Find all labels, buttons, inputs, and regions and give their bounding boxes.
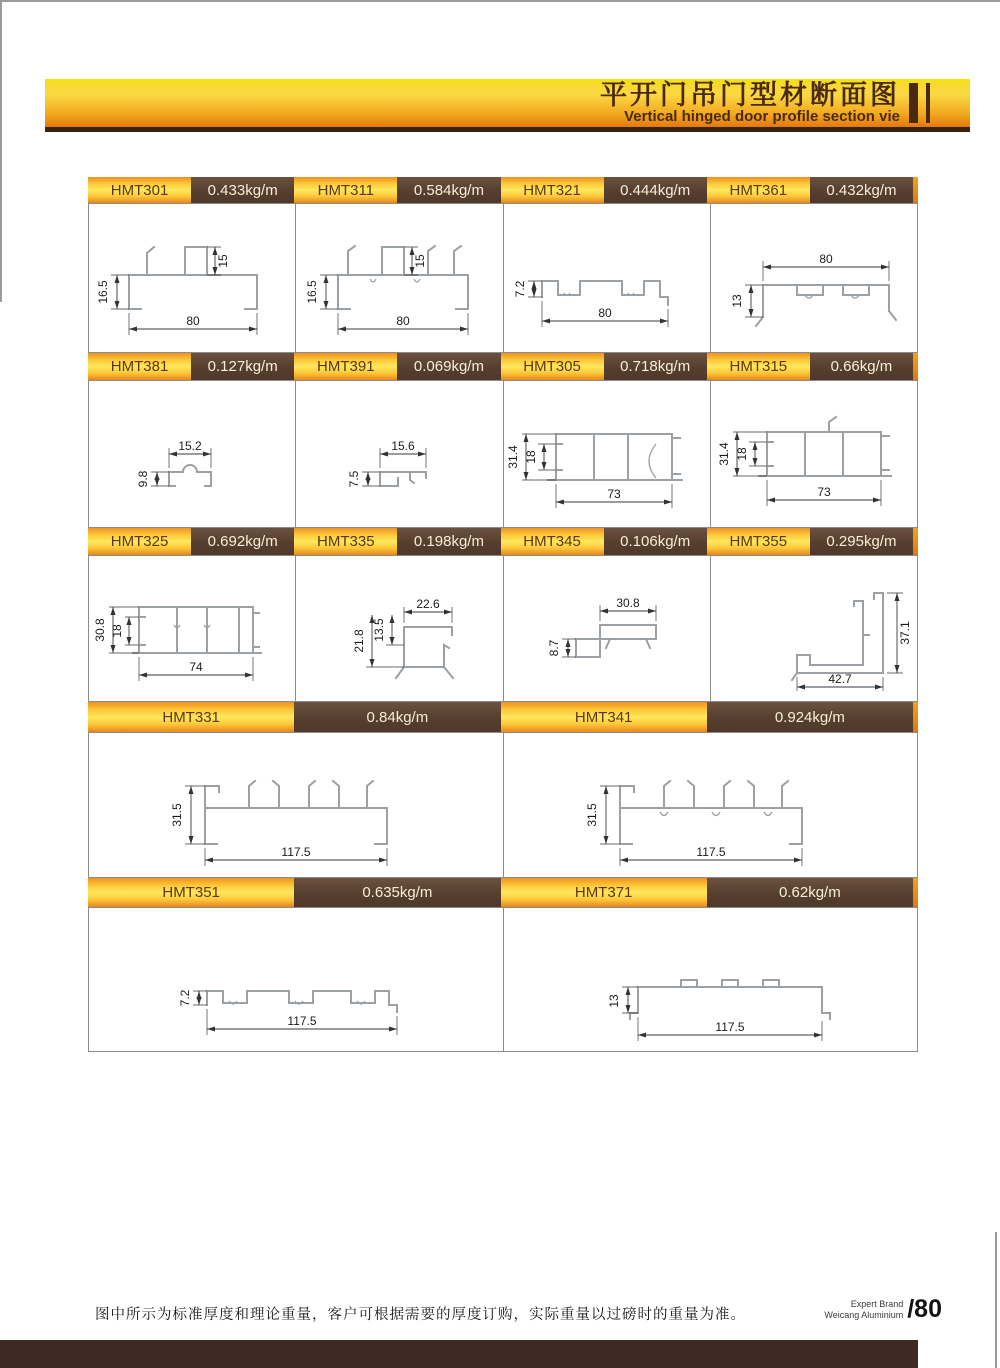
profile-drawing-hmt335: [296, 557, 502, 700]
brand-bottom: Weicang Aluminium: [824, 1309, 904, 1320]
dim-label: 73: [817, 485, 831, 499]
dim-label: 80: [597, 306, 612, 320]
drawing-row-4: [88, 732, 918, 878]
drawing-cell-hmt331: [89, 733, 504, 877]
dim-label: 80: [819, 252, 833, 266]
profile-drawing-hmt361: [711, 205, 917, 351]
dim-label: 117.5: [715, 1020, 745, 1034]
profile-drawing-hmt331: [89, 734, 502, 876]
dim-label: 15: [216, 254, 231, 268]
dim-label: 21.8: [352, 629, 367, 653]
profile-drawing-hmt391: [296, 382, 502, 526]
brand-lines: [824, 1299, 903, 1321]
dim-label: 8.7: [546, 639, 561, 657]
page-number: /80: [907, 1295, 942, 1323]
model-label-hmt315: HMT315: [707, 353, 810, 380]
dim-label: 13: [729, 294, 744, 308]
model-label-hmt305: HMT305: [501, 353, 604, 380]
dim-label: 13.5: [372, 618, 387, 642]
header-row-5: [88, 878, 918, 907]
dim-label: 18: [523, 450, 538, 464]
profile-drawing-hmt321: [504, 205, 710, 351]
drawing-cell-hmt321: [504, 204, 711, 352]
dim-label: 15.2: [178, 439, 202, 453]
dim-label: 31.5: [584, 803, 599, 827]
page-header-banner: [45, 79, 970, 132]
weight-label-hmt305: 0.718kg/m: [604, 353, 707, 380]
dim-label: 42.7: [828, 672, 852, 686]
header-edge-strip: [913, 702, 918, 732]
dim-label: 15: [413, 254, 428, 268]
header-edge-strip: [913, 353, 918, 380]
drawing-cell-hmt345: [504, 556, 711, 701]
profile-header-hmt361: [707, 177, 913, 203]
dim-label: 7.5: [347, 470, 362, 488]
model-label-hmt331: HMT331: [88, 702, 294, 732]
drawing-cell-hmt335: [296, 556, 503, 701]
model-label-hmt391: HMT391: [294, 353, 397, 380]
drawing-cell-hmt391: [296, 381, 503, 527]
profile-header-hmt325: [88, 528, 294, 555]
drawing-cell-hmt301: [89, 204, 296, 352]
profile-header-hmt321: [501, 177, 707, 203]
dim-label: 30.8: [93, 618, 108, 642]
drawing-cell-hmt311: [296, 204, 503, 352]
profile-drawing-hmt351: [89, 909, 502, 1050]
drawing-cell-hmt341: [504, 733, 918, 877]
dim-label: 80: [186, 314, 200, 328]
footer-note: 图中所示为标准厚度和理论重量，客户可根据需要的厚度订购，实际重量以过磅时的重量为准。: [95, 1307, 746, 1323]
banner-accent-bar-thin: [926, 83, 930, 123]
model-label-hmt371: HMT371: [501, 878, 707, 907]
dim-label: 80: [396, 314, 411, 328]
dim-label: 22.6: [416, 597, 441, 611]
drawing-cell-hmt315: [711, 381, 917, 527]
dim-label: 117.5: [696, 845, 726, 859]
model-label-hmt325: HMT325: [88, 528, 191, 555]
profile-drawing-hmt301: [89, 205, 295, 351]
dim-label: 74: [189, 660, 203, 674]
dim-label: 73: [606, 487, 621, 501]
drawing-cell-hmt305: [504, 381, 711, 527]
header-edge-strip: [913, 177, 918, 203]
model-label-hmt351: HMT351: [88, 878, 294, 907]
model-label-hmt345: HMT345: [501, 528, 604, 555]
dim-label: 15.6: [391, 439, 416, 453]
model-label-hmt335: HMT335: [294, 528, 397, 555]
dim-label: 117.5: [287, 1014, 317, 1028]
profile-header-hmt371: [501, 878, 914, 907]
model-label-hmt381: HMT381: [88, 353, 191, 380]
model-label-hmt355: HMT355: [707, 528, 810, 555]
weight-label-hmt321: 0.444kg/m: [604, 177, 707, 203]
profile-table: [88, 177, 918, 1052]
dim-label: 18: [734, 447, 749, 461]
profile-header-hmt351: [88, 878, 501, 907]
drawing-row-5: [88, 907, 918, 1052]
profile-header-hmt391: [294, 353, 500, 380]
page-left-edge: [0, 2, 2, 302]
profile-header-hmt301: [88, 177, 294, 203]
header-edge-strip: [913, 528, 918, 555]
drawing-row-2: [88, 380, 918, 528]
profile-header-hmt381: [88, 353, 294, 380]
weight-label-hmt355: 0.295kg/m: [810, 528, 913, 555]
banner-accent-bar-thick: [909, 83, 918, 123]
weight-label-hmt391: 0.069kg/m: [397, 353, 500, 380]
drawing-cell-hmt325: [89, 556, 296, 701]
weight-label-hmt361: 0.432kg/m: [810, 177, 913, 203]
brand-top: Expert Brand: [850, 1298, 904, 1309]
model-label-hmt341: HMT341: [501, 702, 707, 732]
dim-label: 117.5: [281, 845, 311, 859]
footer-bar: [0, 1340, 918, 1368]
model-label-hmt311: HMT311: [294, 177, 397, 203]
weight-label-hmt345: 0.106kg/m: [604, 528, 707, 555]
header-edge-strip: [913, 878, 918, 907]
weight-label-hmt315: 0.66kg/m: [810, 353, 913, 380]
profile-drawing-hmt311: [296, 205, 502, 351]
dim-label: 9.8: [136, 470, 151, 488]
model-label-hmt361: HMT361: [707, 177, 810, 203]
weight-label-hmt351: 0.635kg/m: [294, 878, 500, 907]
profile-drawing-hmt325: [89, 557, 295, 700]
dim-label: 13: [606, 994, 621, 1008]
header-row-1: [88, 177, 918, 203]
model-label-hmt321: HMT321: [501, 177, 604, 203]
dim-label: 37.1: [897, 621, 912, 645]
profile-header-hmt335: [294, 528, 500, 555]
dim-label: 30.8: [615, 596, 640, 610]
page-right-edge: [995, 1232, 997, 1368]
profile-drawing-hmt341: [504, 734, 917, 876]
profile-drawing-hmt345: [504, 557, 710, 700]
profile-drawing-hmt355: [711, 557, 917, 700]
profile-header-hmt345: [501, 528, 707, 555]
dim-label: 31.4: [505, 445, 520, 469]
profile-header-hmt355: [707, 528, 913, 555]
page-subtitle: Vertical hinged door profile section vie: [624, 107, 900, 125]
profile-header-hmt315: [707, 353, 913, 380]
banner-titles: [600, 79, 900, 127]
dim-label: 18: [110, 624, 125, 638]
model-label-hmt301: HMT301: [88, 177, 191, 203]
dim-label: 31.4: [716, 442, 731, 466]
header-row-4: [88, 702, 918, 732]
drawing-cell-hmt381: [89, 381, 296, 527]
profile-header-hmt305: [501, 353, 707, 380]
dim-label: 16.5: [96, 280, 111, 304]
weight-label-hmt325: 0.692kg/m: [191, 528, 294, 555]
profile-drawing-hmt315: [711, 382, 917, 526]
drawing-cell-hmt355: [711, 556, 917, 701]
brand-block: [824, 1295, 942, 1324]
profile-header-hmt341: [501, 702, 914, 732]
profile-header-hmt311: [294, 177, 500, 203]
profile-header-hmt331: [88, 702, 501, 732]
weight-label-hmt311: 0.584kg/m: [397, 177, 500, 203]
weight-label-hmt301: 0.433kg/m: [191, 177, 294, 203]
dim-label: 16.5: [305, 280, 320, 304]
weight-label-hmt381: 0.127kg/m: [191, 353, 294, 380]
weight-label-hmt335: 0.198kg/m: [397, 528, 500, 555]
drawing-cell-hmt371: [504, 908, 918, 1051]
weight-label-hmt331: 0.84kg/m: [294, 702, 500, 732]
profile-drawing-hmt305: [504, 382, 710, 526]
header-row-3: [88, 528, 918, 555]
drawing-row-1: [88, 203, 918, 353]
drawing-cell-hmt351: [89, 908, 504, 1051]
page-title: 平开门吊门型材断面图: [600, 79, 900, 110]
dim-label: 7.2: [512, 280, 527, 298]
drawing-row-3: [88, 555, 918, 702]
profile-drawing-hmt371: [504, 909, 917, 1050]
profile-drawing-hmt381: [89, 382, 295, 526]
weight-label-hmt341: 0.924kg/m: [707, 702, 913, 732]
header-row-2: [88, 353, 918, 380]
drawing-cell-hmt361: [711, 204, 917, 352]
dim-label: 7.2: [178, 989, 193, 1007]
dim-label: 31.5: [170, 803, 185, 827]
weight-label-hmt371: 0.62kg/m: [707, 878, 913, 907]
